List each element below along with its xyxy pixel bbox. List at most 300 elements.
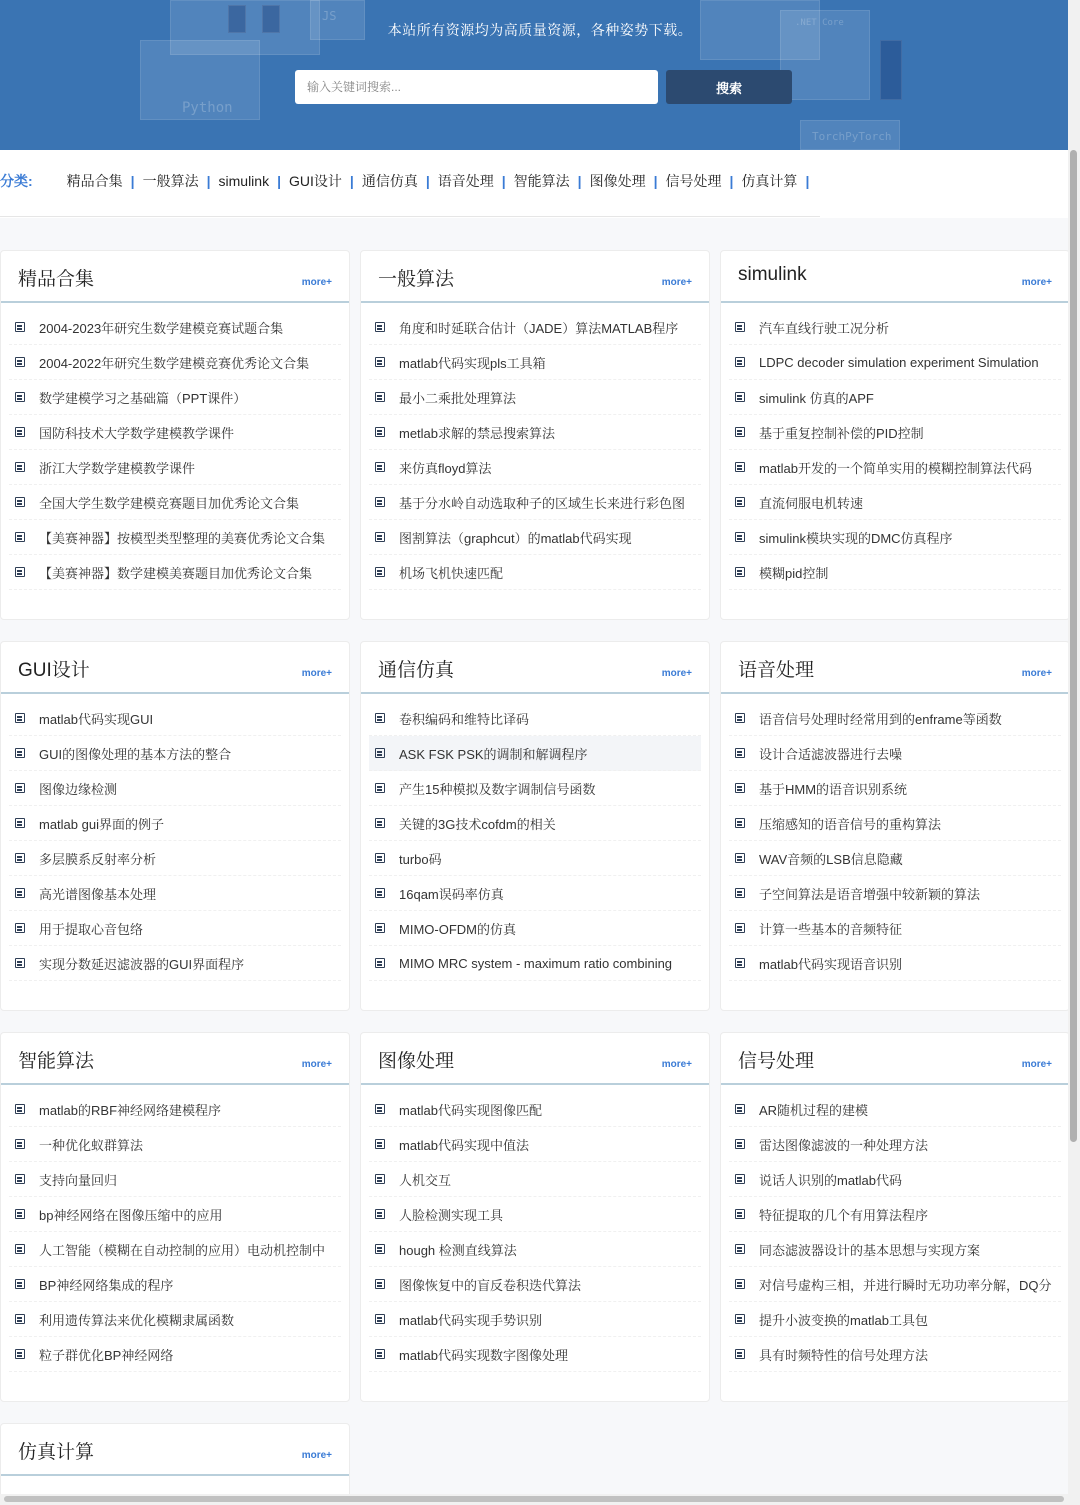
list-item-label: GUI的图像处理的基本方法的整合	[39, 746, 232, 762]
document-icon	[15, 958, 25, 968]
list-item[interactable]	[9, 946, 341, 981]
list-item-label: MIMO-OFDM的仿真	[399, 921, 516, 937]
document-icon	[15, 783, 25, 793]
list-item-label: 雷达图像滤波的一种处理方法	[759, 1137, 929, 1153]
list-item[interactable]	[369, 1302, 701, 1337]
list-item[interactable]	[729, 946, 1061, 981]
category-separator: |	[130, 173, 135, 189]
list-item-label: 国防科技术大学数学建模教学课件	[39, 425, 235, 441]
list-item[interactable]	[369, 911, 701, 946]
document-icon	[375, 818, 385, 828]
list-item-label: matlab代码实现图像匹配	[399, 1102, 543, 1118]
list-item[interactable]	[369, 310, 701, 345]
list-item[interactable]	[729, 1232, 1061, 1267]
list-item[interactable]	[729, 1092, 1061, 1127]
list-item-label: matlab的RBF神经网络建模程序	[39, 1102, 222, 1118]
more-link[interactable]: more+	[661, 1059, 692, 1070]
more-link[interactable]: more+	[301, 277, 332, 288]
document-icon	[375, 1279, 385, 1289]
list-item-label: 图割算法（graphcut）的matlab代码实现	[399, 530, 632, 546]
vertical-scrollbar[interactable]	[1068, 0, 1080, 1505]
list-item-label: 设计合适滤波器进行去噪	[759, 746, 903, 762]
document-icon	[375, 1139, 385, 1149]
list-item-label: 对信号虚构三相，并进行瞬时无功功率分解，DQ分	[759, 1277, 1052, 1293]
document-icon	[15, 1314, 25, 1324]
scrollbar-thumb[interactable]	[1070, 150, 1077, 1142]
document-icon	[15, 853, 25, 863]
panel-1	[0, 250, 350, 620]
search-button[interactable]: 搜索	[666, 70, 792, 104]
list-item[interactable]	[9, 310, 341, 345]
list-item[interactable]	[9, 450, 341, 485]
category-link[interactable]: GUI设计	[289, 173, 342, 189]
list-item-label: matlab代码实现GUI	[39, 711, 154, 727]
list-item-label: 图像边缘检测	[39, 781, 118, 797]
category-separator: |	[653, 173, 658, 189]
list-item[interactable]	[369, 555, 701, 590]
list-item-label: 粒子群优化BP神经网络	[39, 1347, 174, 1363]
list-item[interactable]	[369, 946, 701, 981]
list-item-label: 一种优化蚁群算法	[39, 1137, 144, 1153]
list-item-label: 角度和时延联合估计（JADE）算法MATLAB程序	[399, 320, 679, 336]
document-icon	[375, 888, 385, 898]
panel-8	[360, 1032, 710, 1402]
list-item-label: 人脸检测实现工具	[399, 1207, 504, 1223]
list-item[interactable]	[729, 380, 1061, 415]
scrollbar-thumb[interactable]	[4, 1496, 1064, 1502]
document-icon	[375, 1349, 385, 1359]
panel-title: 智能算法	[18, 1051, 95, 1072]
panel-header	[361, 1033, 709, 1085]
list-item[interactable]	[729, 1267, 1061, 1302]
document-icon	[735, 713, 745, 723]
list-item[interactable]	[369, 806, 701, 841]
list-item[interactable]	[369, 520, 701, 555]
panel-list	[721, 1092, 1069, 1372]
panel-7	[0, 1032, 350, 1402]
category-separator: |	[501, 173, 506, 189]
document-icon	[735, 923, 745, 933]
list-item[interactable]	[9, 1127, 341, 1162]
list-item[interactable]	[9, 415, 341, 450]
list-item[interactable]	[9, 876, 341, 911]
document-icon	[15, 713, 25, 723]
list-item-label: 【美赛神器】按模型类型整理的美赛优秀论文合集	[39, 530, 326, 546]
list-item-label: 全国大学生数学建模竞赛题目加优秀论文合集	[39, 495, 300, 511]
document-icon	[375, 322, 385, 332]
list-item[interactable]	[729, 310, 1061, 345]
document-icon	[735, 357, 745, 367]
category-link[interactable]: 信号处理	[665, 173, 722, 189]
banner-deco-text: JS	[322, 9, 337, 23]
list-item[interactable]	[729, 806, 1061, 841]
panel-header	[1, 1033, 349, 1085]
list-item[interactable]	[729, 520, 1061, 555]
document-icon	[15, 567, 25, 577]
list-item-label: 实现分数延迟滤波器的GUI界面程序	[39, 956, 245, 972]
list-item-label: LDPC decoder simulation experiment Simulation	[759, 354, 1039, 370]
list-item-label: simulink模块实现的DMC仿真程序	[759, 530, 953, 546]
list-item[interactable]	[369, 701, 701, 736]
document-icon	[735, 497, 745, 507]
list-item-label: 模糊pid控制	[759, 565, 829, 581]
document-icon	[735, 567, 745, 577]
list-item[interactable]	[369, 736, 701, 771]
document-icon	[375, 1244, 385, 1254]
list-item[interactable]	[369, 1337, 701, 1372]
document-icon	[735, 818, 745, 828]
list-item-label: 浙江大学数学建模教学课件	[39, 460, 196, 476]
list-item-label: 数学建模学习之基础篇（PPT课件）	[39, 390, 247, 406]
document-icon	[375, 1209, 385, 1219]
document-icon	[15, 888, 25, 898]
category-link[interactable]: 图像处理	[589, 173, 646, 189]
document-icon	[15, 392, 25, 402]
more-link[interactable]: more+	[661, 277, 692, 288]
list-item[interactable]	[729, 485, 1061, 520]
list-item[interactable]	[9, 1092, 341, 1127]
document-icon	[15, 322, 25, 332]
list-item[interactable]	[369, 1162, 701, 1197]
panel-list	[1, 701, 349, 981]
panel-list	[721, 701, 1069, 981]
more-link[interactable]: more+	[301, 1059, 332, 1070]
list-item[interactable]	[9, 1337, 341, 1372]
list-item[interactable]	[9, 841, 341, 876]
list-item-label: 16qam误码率仿真	[399, 886, 504, 902]
category-link[interactable]: 精品合集	[66, 173, 123, 189]
list-item-label: 最小二乘批处理算法	[399, 390, 517, 406]
list-item[interactable]	[729, 876, 1061, 911]
list-item-label: matlab代码实现中值法	[399, 1137, 530, 1153]
panel-9	[720, 1032, 1070, 1402]
category-link[interactable]: simulink	[218, 173, 270, 189]
list-item-label: 来仿真floyd算法	[399, 460, 492, 476]
list-item[interactable]	[9, 911, 341, 946]
more-link[interactable]: more+	[1021, 277, 1052, 288]
divider	[0, 216, 820, 217]
document-icon	[375, 713, 385, 723]
list-item-label: 人工智能（模糊在自动控制的应用）电动机控制中	[39, 1242, 326, 1258]
document-icon	[15, 497, 25, 507]
category-separator: |	[206, 173, 211, 189]
panel-title: 图像处理	[378, 1051, 455, 1072]
horizontal-scrollbar[interactable]	[0, 1494, 1068, 1505]
panel-header	[361, 642, 709, 694]
list-item[interactable]	[9, 380, 341, 415]
document-icon	[735, 783, 745, 793]
panel-2	[360, 250, 710, 620]
list-item-label: WAV音频的LSB信息隐藏	[759, 851, 903, 867]
document-icon	[375, 1314, 385, 1324]
panel-title: simulink	[738, 264, 807, 285]
document-icon	[735, 532, 745, 542]
more-link[interactable]: more+	[1021, 668, 1052, 679]
list-item[interactable]	[9, 345, 341, 380]
document-icon	[375, 427, 385, 437]
list-item[interactable]	[369, 345, 701, 380]
banner-decoration	[880, 40, 902, 100]
list-item[interactable]	[729, 1302, 1061, 1337]
category-link[interactable]: 仿真计算	[741, 173, 798, 189]
list-item[interactable]	[729, 450, 1061, 485]
panel-list	[721, 310, 1069, 590]
list-item[interactable]	[729, 701, 1061, 736]
list-item[interactable]	[369, 1267, 701, 1302]
list-item-label: hough 检测直线算法	[399, 1242, 517, 1258]
list-item[interactable]	[9, 1162, 341, 1197]
list-item-label: turbo码	[399, 851, 442, 867]
banner-deco-text: Python	[182, 100, 233, 116]
panel-list	[1, 1092, 349, 1372]
list-item[interactable]	[369, 450, 701, 485]
list-item[interactable]	[729, 771, 1061, 806]
panel-4	[0, 641, 350, 1011]
list-item[interactable]	[729, 911, 1061, 946]
category-separator: |	[577, 173, 582, 189]
panel-header	[721, 642, 1069, 694]
site-tagline: 本站所有资源均为高质量资源，各种姿势下载。	[387, 22, 693, 38]
panel-header	[1, 642, 349, 694]
panel-list	[1, 310, 349, 590]
document-icon	[735, 1279, 745, 1289]
list-item[interactable]	[369, 1197, 701, 1232]
document-icon	[735, 748, 745, 758]
document-icon	[735, 427, 745, 437]
list-item-label: 2004-2022年研究生数学建模竞赛优秀论文合集	[39, 355, 310, 371]
document-icon	[15, 1279, 25, 1289]
more-link[interactable]: more+	[661, 668, 692, 679]
list-item-label: 具有时频特性的信号处理方法	[759, 1347, 929, 1363]
list-item-label: simulink 仿真的APF	[759, 390, 874, 406]
category-separator: |	[425, 173, 430, 189]
document-icon	[15, 923, 25, 933]
panel-5	[360, 641, 710, 1011]
list-item[interactable]	[369, 415, 701, 450]
panel-header	[361, 251, 709, 303]
list-item[interactable]	[729, 415, 1061, 450]
document-icon	[375, 958, 385, 968]
document-icon	[375, 853, 385, 863]
list-item-label: matlab代码实现语音识别	[759, 956, 903, 972]
list-item[interactable]	[9, 1302, 341, 1337]
list-item-label: 产生15种模拟及数字调制信号函数	[399, 781, 596, 797]
category-separator: |	[805, 173, 810, 189]
list-item[interactable]	[9, 555, 341, 590]
category-link[interactable]: 智能算法	[513, 173, 570, 189]
list-item-label: 特征提取的几个有用算法程序	[759, 1207, 929, 1223]
more-link[interactable]: more+	[301, 1450, 332, 1461]
document-icon	[375, 1174, 385, 1184]
document-icon	[15, 1174, 25, 1184]
list-item-label: matlab开发的一个简单实用的模糊控制算法代码	[759, 460, 1033, 476]
document-icon	[15, 1209, 25, 1219]
list-item[interactable]	[369, 876, 701, 911]
document-icon	[375, 357, 385, 367]
list-item-label: 【美赛神器】数学建模美赛题目加优秀论文合集	[39, 565, 313, 581]
header-banner	[0, 0, 1080, 150]
list-item-label: 关键的3G技术cofdm的相关	[399, 816, 556, 832]
document-icon	[735, 1314, 745, 1324]
category-label: 分类:	[0, 173, 33, 189]
panel-list	[361, 1092, 709, 1372]
list-item-label: 图像恢复中的盲反卷积迭代算法	[399, 1277, 582, 1293]
search-input[interactable]	[295, 70, 658, 104]
list-item-label: ASK FSK PSK的调制和解调程序	[399, 746, 588, 762]
list-item-label: 计算一些基本的音频特征	[759, 921, 903, 937]
more-link[interactable]: more+	[1021, 1059, 1052, 1070]
panel-title: 通信仿真	[378, 660, 455, 681]
list-item-label: matlab代码实现pls工具箱	[399, 355, 546, 371]
document-icon	[735, 322, 745, 332]
document-icon	[735, 1139, 745, 1149]
document-icon	[375, 748, 385, 758]
list-item-label: 用于提取心音包络	[39, 921, 144, 937]
list-item-label: 语音信号处理时经常用到的enframe等函数	[759, 711, 1002, 727]
document-icon	[735, 462, 745, 472]
list-item-label: 同态滤波器设计的基本思想与实现方案	[759, 1242, 981, 1258]
document-icon	[735, 888, 745, 898]
document-icon	[375, 567, 385, 577]
list-item-label: 支持向量回归	[39, 1172, 118, 1188]
list-item[interactable]	[9, 736, 341, 771]
category-link[interactable]: 通信仿真	[361, 173, 418, 189]
list-item-label: 直流伺服电机转速	[759, 495, 864, 511]
panel-3	[720, 250, 1070, 620]
list-item-label: 利用遗传算法来优化模糊隶属函数	[39, 1312, 235, 1328]
document-icon	[375, 392, 385, 402]
category-separator: |	[349, 173, 354, 189]
list-item[interactable]	[9, 701, 341, 736]
panel-title: 精品合集	[18, 269, 95, 290]
banner-deco-text: TorchPyTorch	[812, 130, 892, 143]
more-link[interactable]: more+	[301, 668, 332, 679]
document-icon	[15, 1139, 25, 1149]
document-icon	[735, 392, 745, 402]
list-item-label: metlab求解的禁忌搜索算法	[399, 425, 556, 441]
panel-title: 语音处理	[738, 660, 815, 681]
list-item-label: 2004-2023年研究生数学建模竞赛试题合集	[39, 320, 284, 336]
list-item-label: 基于重复控制补偿的PID控制	[759, 425, 924, 441]
document-icon	[15, 1349, 25, 1359]
category-nav	[0, 150, 1068, 218]
list-item-label: 汽车直线行驶工况分析	[759, 320, 890, 336]
list-item-label: 基于分水岭自动选取种子的区域生长来进行彩色图	[399, 495, 686, 511]
document-icon	[735, 1244, 745, 1254]
list-item-label: MIMO MRC system - maximum ratio combining	[399, 955, 673, 971]
list-item-label: 人机交互	[399, 1172, 452, 1188]
list-item[interactable]	[729, 1337, 1061, 1372]
document-icon	[735, 853, 745, 863]
document-icon	[15, 532, 25, 542]
list-item[interactable]	[729, 1162, 1061, 1197]
list-item[interactable]	[729, 555, 1061, 590]
document-icon	[15, 462, 25, 472]
document-icon	[15, 1104, 25, 1114]
panel-title: 仿真计算	[18, 1442, 95, 1463]
document-icon	[375, 532, 385, 542]
panel-10	[0, 1423, 350, 1505]
panel-header	[1, 1424, 349, 1476]
document-icon	[375, 783, 385, 793]
list-item-label: 高光谱图像基本处理	[39, 886, 157, 902]
document-icon	[735, 1349, 745, 1359]
list-item[interactable]	[9, 806, 341, 841]
list-item-label: 基于HMM的语音识别系统	[759, 781, 908, 797]
document-icon	[15, 818, 25, 828]
document-icon	[735, 1209, 745, 1219]
list-item-label: 说话人识别的matlab代码	[759, 1172, 903, 1188]
list-item-label: 子空间算法是语音增强中较新颖的算法	[759, 886, 981, 902]
panel-header	[721, 1033, 1069, 1085]
list-item-label: BP神经网络集成的程序	[39, 1277, 174, 1293]
list-item-label: matlab代码实现手势识别	[399, 1312, 543, 1328]
category-separator: |	[277, 173, 282, 189]
list-item[interactable]	[9, 1197, 341, 1232]
document-icon	[375, 923, 385, 933]
list-item-label: AR随机过程的建模	[759, 1102, 869, 1118]
panel-title: 信号处理	[738, 1051, 815, 1072]
list-item-label: 卷积编码和维特比译码	[399, 711, 530, 727]
list-item[interactable]	[9, 520, 341, 555]
list-item[interactable]	[729, 345, 1061, 380]
category-link[interactable]: 语音处理	[437, 173, 494, 189]
list-item[interactable]	[9, 771, 341, 806]
list-item[interactable]	[9, 1267, 341, 1302]
list-item[interactable]	[369, 485, 701, 520]
list-item-label: 多层膜系反射率分析	[39, 851, 157, 867]
document-icon	[375, 1104, 385, 1114]
list-item[interactable]	[729, 1127, 1061, 1162]
document-icon	[735, 958, 745, 968]
list-item[interactable]	[369, 771, 701, 806]
document-icon	[735, 1174, 745, 1184]
list-item-label: matlab代码实现数字图像处理	[399, 1347, 569, 1363]
list-item-label: 压缩感知的语音信号的重构算法	[759, 816, 942, 832]
panel-list	[361, 310, 709, 590]
list-item[interactable]	[9, 485, 341, 520]
banner-deco-text: .NET Core	[795, 18, 844, 28]
document-icon	[15, 357, 25, 367]
list-item[interactable]	[369, 841, 701, 876]
category-link[interactable]: 一般算法	[142, 173, 199, 189]
list-item[interactable]	[369, 380, 701, 415]
document-icon	[375, 497, 385, 507]
list-item-label: 提升小波变换的matlab工具包	[759, 1312, 929, 1328]
category-separator: |	[729, 173, 734, 189]
list-item[interactable]	[369, 1232, 701, 1267]
list-item-label: 机场飞机快速匹配	[399, 565, 504, 581]
list-item-label: bp神经网络在图像压缩中的应用	[39, 1207, 223, 1223]
panel-list	[361, 701, 709, 981]
document-icon	[15, 748, 25, 758]
list-item[interactable]	[9, 1232, 341, 1267]
document-icon	[375, 462, 385, 472]
list-item-label: matlab gui界面的例子	[39, 816, 164, 832]
panel-6	[720, 641, 1070, 1011]
document-icon	[15, 1244, 25, 1254]
panel-title: GUI设计	[18, 660, 90, 681]
list-item[interactable]	[369, 1092, 701, 1127]
list-item[interactable]	[729, 1197, 1061, 1232]
panel-title: 一般算法	[378, 269, 455, 290]
list-item[interactable]	[729, 736, 1061, 771]
panel-header	[1, 251, 349, 303]
panel-header	[721, 251, 1069, 303]
list-item[interactable]	[369, 1127, 701, 1162]
category-row	[0, 171, 809, 191]
list-item[interactable]	[729, 841, 1061, 876]
